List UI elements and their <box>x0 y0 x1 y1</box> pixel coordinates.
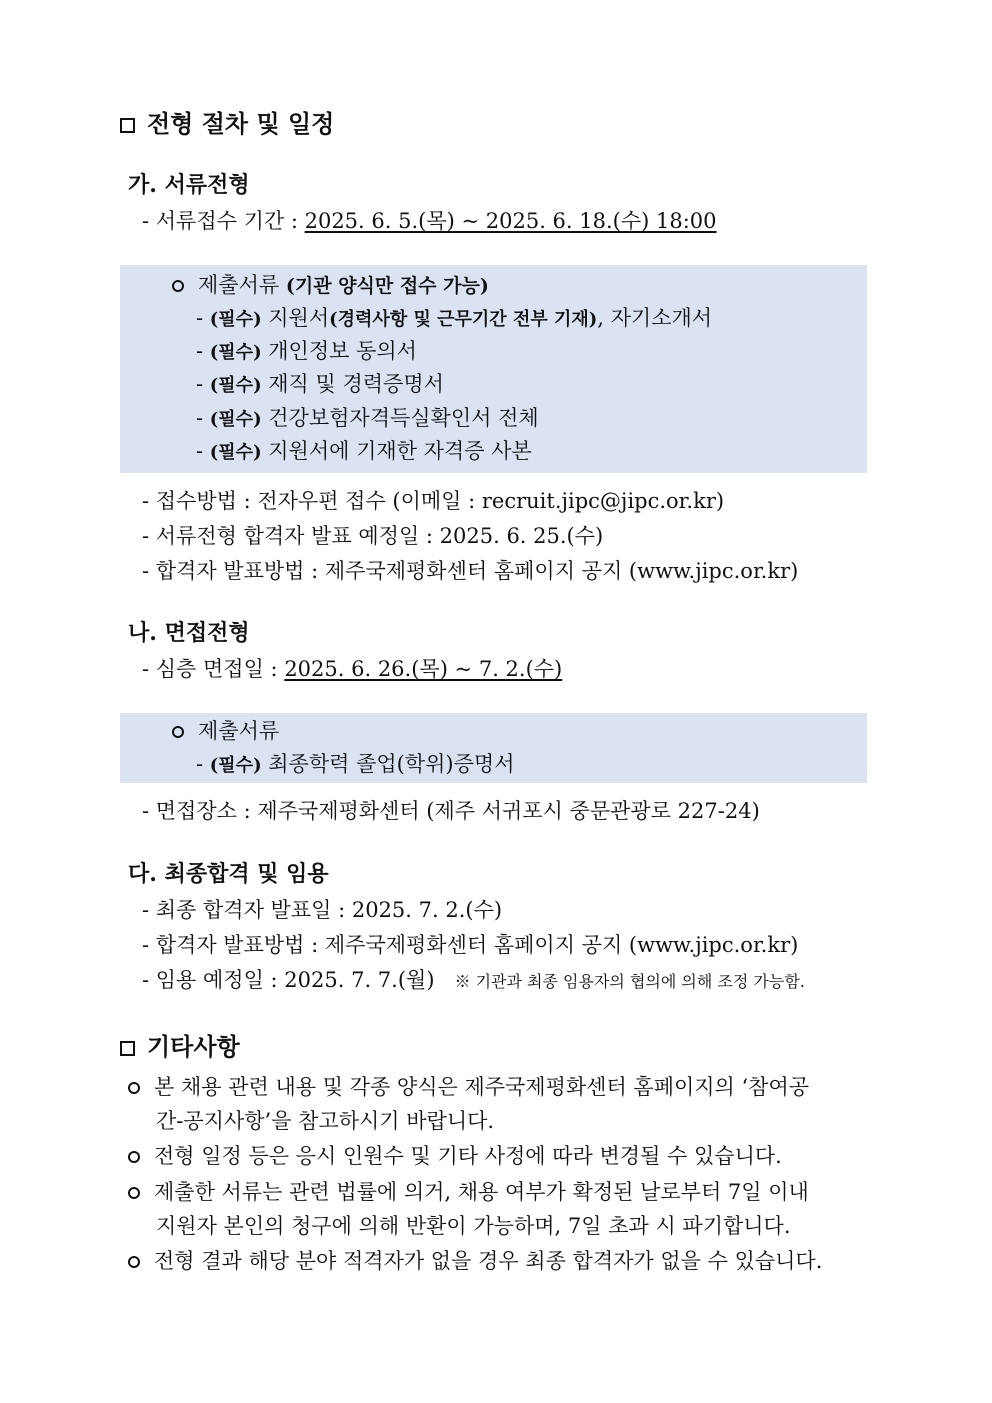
interview-documents-title: 제출서류 <box>198 719 280 743</box>
item-text: 지원서에 기재한 자격증 사본 <box>261 439 532 463</box>
appointment-date: - 임용 예정일 : 2025. 7. 7.(월) <box>142 968 435 992</box>
misc-item <box>128 1244 822 1278</box>
application-period <box>142 206 717 236</box>
required-tag: (필수) <box>209 375 262 396</box>
final-result-date: - 최종 합격자 발표일 : 2025. 7. 2.(수) <box>142 898 503 922</box>
misc-item-continuation: 간-공지사항’을 참고하시기 바랍니다. <box>156 1109 495 1133</box>
document-item <box>196 336 417 368</box>
circle-bullet-icon <box>128 1187 140 1199</box>
misc-item <box>128 1175 809 1209</box>
document-item <box>196 303 712 335</box>
item-dash: - <box>196 406 210 430</box>
misc-item-text: 전형 결과 해당 분야 적격자가 없을 경우 최종 합격자가 없을 수 있습니다. <box>154 1249 823 1273</box>
documents-title-row <box>172 270 489 301</box>
section-title-misc <box>120 1031 240 1063</box>
circle-bullet-icon <box>128 1151 140 1163</box>
subsection-heading-documents: 가. 서류전형 <box>128 172 250 198</box>
application-period-value: 2025. 6. 5.(목) ~ 2025. 6. 18.(수) 18:00 <box>304 209 717 233</box>
document-item <box>196 369 444 401</box>
required-tag: (필수) <box>209 755 262 776</box>
item-dash: - <box>196 439 210 463</box>
item-text: 지원서 <box>261 306 330 330</box>
circle-bullet-icon <box>128 1082 140 1094</box>
square-bullet-icon <box>120 118 135 133</box>
documents-title: 제출서류 <box>198 273 280 297</box>
interview-documents-title-row <box>172 716 279 746</box>
item-dash: - <box>196 339 210 363</box>
required-tag: (필수) <box>209 309 262 330</box>
interview-documents-box <box>120 713 867 783</box>
documents-note: (기관 양식만 접수 가능) <box>285 275 489 297</box>
item-text: 개인정보 동의서 <box>261 339 417 363</box>
required-tag: (필수) <box>209 442 262 463</box>
document-result-date: - 서류전형 합격자 발표 예정일 : 2025. 6. 25.(수) <box>142 524 604 548</box>
item-tail: , 자기소개서 <box>597 306 713 330</box>
item-dash: - <box>196 306 210 330</box>
section-title-procedure <box>120 108 334 140</box>
interview-date-label: - 심층 면접일 : <box>142 657 285 681</box>
item-text: 최종학력 졸업(학위)증명서 <box>261 752 515 776</box>
document-result-method: - 합격자 발표방법 : 제주국제평화센터 홈페이지 공지 (www.jipc.or.kr) <box>142 559 799 583</box>
interview-date <box>142 654 562 684</box>
final-result-method: - 합격자 발표방법 : 제주국제평화센터 홈페이지 공지 (www.jipc.or.kr) <box>142 933 799 957</box>
appointment-date-row <box>142 965 805 997</box>
document-item <box>196 436 532 468</box>
item-dash: - <box>196 752 210 776</box>
subsection-heading-final: 다. 최종합격 및 임용 <box>128 861 329 887</box>
misc-item <box>128 1139 782 1173</box>
misc-item-text: 전형 일정 등은 응시 인원수 및 기타 사정에 따라 변경될 수 있습니다. <box>154 1144 782 1168</box>
appointment-note: ※ 기관과 최종 임용자의 협의에 의해 조정 가능함. <box>454 972 805 991</box>
misc-item-text: 제출한 서류는 관련 법률에 의거, 채용 여부가 확정된 날로부터 7일 이내 <box>154 1180 809 1204</box>
misc-item <box>128 1070 809 1104</box>
item-bold-note: (경력사항 및 근무기간 전부 기재) <box>329 309 598 330</box>
document-item <box>196 403 539 435</box>
circle-bullet-icon <box>172 280 184 292</box>
item-dash: - <box>196 372 210 396</box>
misc-item-text: 본 채용 관련 내용 및 각종 양식은 제주국제평화센터 홈페이지의 ‘참여공 <box>154 1075 810 1099</box>
required-tag: (필수) <box>209 342 262 363</box>
item-text: 재직 및 경력증명서 <box>261 372 444 396</box>
circle-bullet-icon <box>172 726 184 738</box>
subsection-heading-interview: 나. 면접전형 <box>128 620 250 646</box>
required-tag: (필수) <box>209 409 262 430</box>
section-title-text: 전형 절차 및 일정 <box>147 110 335 138</box>
square-bullet-icon <box>120 1041 135 1056</box>
required-documents-box <box>120 265 867 473</box>
interview-place: - 면접장소 : 제주국제평화센터 (제주 서귀포시 중문관광로 227-24) <box>142 799 760 823</box>
item-text: 건강보험자격득실확인서 전체 <box>261 406 539 430</box>
interview-date-value: 2025. 6. 26.(목) ~ 7. 2.(수) <box>284 657 563 681</box>
submission-method: - 접수방법 : 전자우편 접수 (이메일 : recruit.jipc@jipc.or.kr) <box>142 489 725 513</box>
section-title-text: 기타사항 <box>147 1033 240 1061</box>
misc-item-continuation: 지원자 본인의 청구에 의해 반환이 가능하며, 7일 초과 시 파기합니다. <box>156 1214 791 1238</box>
circle-bullet-icon <box>128 1256 140 1268</box>
document-item <box>196 749 514 781</box>
application-period-label: - 서류접수 기간 : <box>142 209 305 233</box>
